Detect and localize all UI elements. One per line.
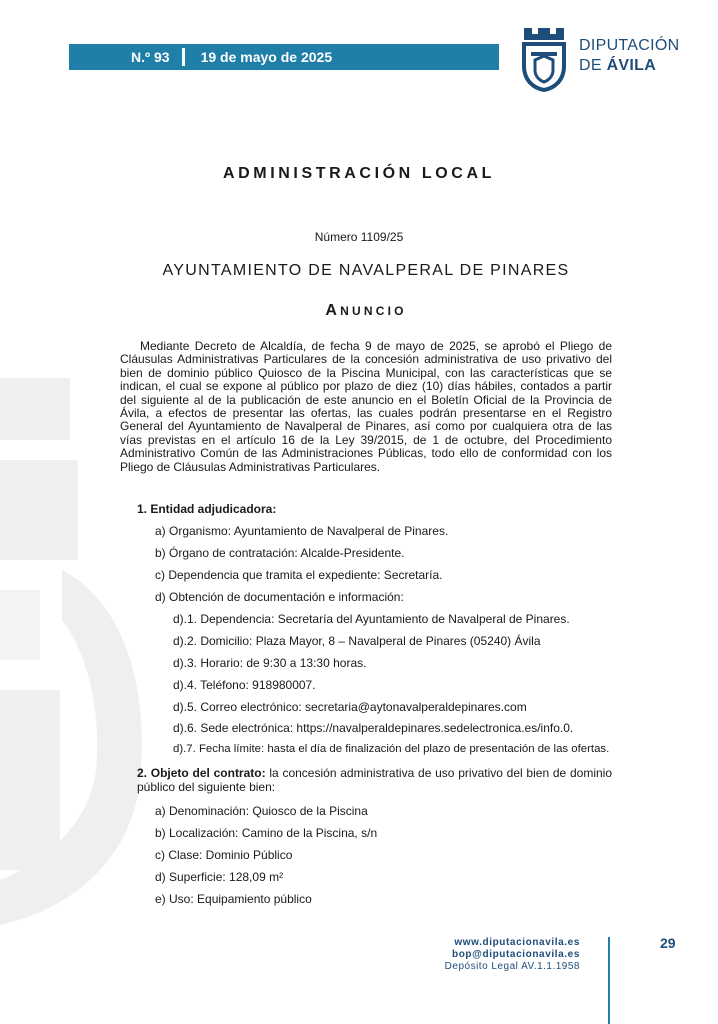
castle-shield-icon — [521, 26, 567, 92]
list-item: e) Uso: Equipamiento público — [155, 892, 312, 906]
footer-divider — [608, 937, 610, 1024]
legal-deposit: Depósito Legal AV.1.1.1958 — [444, 961, 580, 972]
email-link[interactable]: bop@diputacionavila.es — [452, 949, 580, 960]
list-item: d) Obtención de documentación e información: — [155, 590, 404, 604]
sub-list-item: d).4. Teléfono: 918980007. — [173, 678, 316, 692]
list-item: a) Organismo: Ayuntamiento de Navalperal de Pinares. — [155, 524, 449, 538]
announcement-heading: ANUNCIO — [325, 302, 407, 319]
page-number: 29 — [660, 935, 676, 951]
list-item: b) Órgano de contratación: Alcalde-Presidente. — [155, 546, 405, 560]
council-name: AYUNTAMIENTO DE NAVALPERAL DE PINARES — [162, 262, 570, 279]
list-item: d) Superficie: 128,09 m² — [155, 870, 284, 884]
list-item: b) Localización: Camino de la Piscina, s/n — [155, 826, 378, 840]
sub-list-item: d).2. Domicilio: Plaza Mayor, 8 – Navalperal de Pinares (05240) Ávila — [173, 634, 541, 648]
list-item: c) Clase: Dominio Público — [155, 848, 293, 862]
diputacion-logo — [521, 24, 701, 94]
sub-list-item: d).3. Horario: de 9:30 a 13:30 horas. — [173, 656, 367, 670]
section-title: ADMINISTRACIÓN LOCAL — [223, 165, 495, 182]
bulletin-header-bar — [69, 44, 499, 70]
issue-number: N.º 93 — [131, 49, 170, 65]
announcement-body: Mediante Decreto de Alcaldía, de fecha 9 de mayo de 2025, se aprobó el Pliego de Cláusulas Administrativas Particulares de la concesión administrativa de uso privativo del bien de dominio público Quiosco de la Piscina Municipal, con las características que se indican, el cual se expone al público por plazo de diez (10) días hábiles, contados a partir del siguiente al de la publicación de este anuncio en el Boletín Oficial de la Provincia de Ávila, a efectos de presentar las ofertas, las cuales podrán presentarse en el Registro General del Ayuntamiento de Navalperal de Pinares, así como por cualquiera otra de las vías previstas en el artículo 16 de la Ley 39/2015, de 1 de octubre, del Procedimiento Administrativo Común de las Administraciones Públicas, todo ello de conformidad con los Pliego de Cláusulas Administrativas Particulares. — [120, 339, 612, 474]
logo-line-1: DIPUTACIÓN — [579, 37, 680, 54]
logo-line-2: DE ÁVILA — [579, 57, 657, 74]
website-link[interactable]: www.diputacionavila.es — [454, 937, 580, 948]
sub-list-item: d).5. Correo electrónico: secretaria@aytonavalperaldepinares.com — [173, 700, 527, 714]
list-item: c) Dependencia que tramita el expediente: Secretaría. — [155, 568, 443, 582]
footer-links — [420, 937, 580, 973]
sub-list-item: d).1. Dependencia: Secretaría del Ayuntamiento de Navalperal de Pinares. — [173, 612, 570, 626]
logo-text — [579, 36, 679, 76]
list-item: a) Denominación: Quiosco de la Piscina — [155, 804, 368, 818]
header-divider — [182, 48, 185, 66]
sub-list-item: d).6. Sede electrónica: https://navalperaldepinares.sedelectronica.es/info.0. — [173, 721, 574, 735]
announcement-number: Número 1109/25 — [314, 230, 404, 244]
section-1-heading: 1. Entidad adjudicadora: — [137, 502, 277, 516]
sub-list-item: d).7. Fecha límite: hasta el día de finalización del plazo de presentación de las ofertas. — [173, 743, 610, 755]
issue-date: 19 de mayo de 2025 — [200, 49, 333, 65]
section-2-heading: 2. Objeto del contrato: la concesión administrativa de uso privativo del bien de dominio público del siguiente bien: — [137, 766, 612, 794]
